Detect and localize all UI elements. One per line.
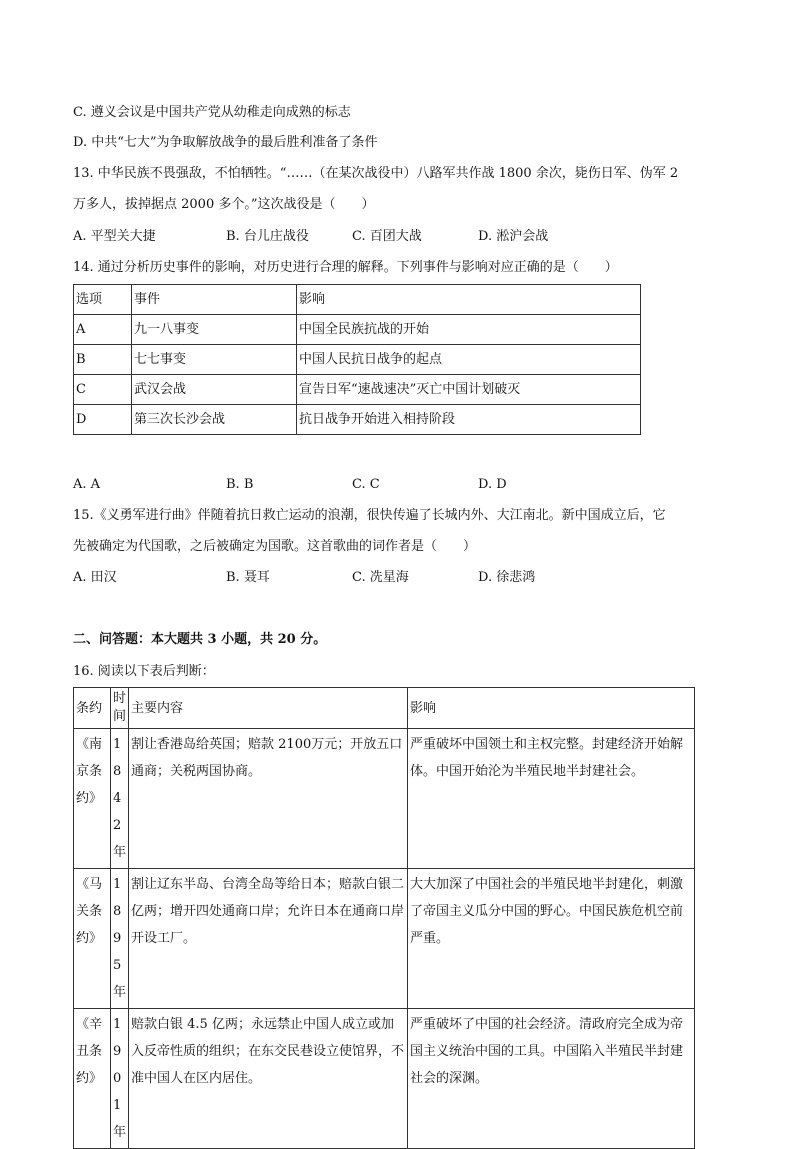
table-cell: 严重破坏了中国的社会经济。清政府完全成为帝国主义统治中国的工具。中国陷入半殖民半封建社会的深渊。 [408,1009,695,1149]
table-cell: D [74,405,132,435]
table-cell: 赔款白银 4.5 亿两；永远禁止中国人成立或加入反帝性质的组织；在东交民巷设立使馆界，不准中国人在区内居住。 [129,1009,408,1149]
table-cell: 七七事变 [132,345,297,375]
q16-table [73,687,695,1149]
q14-option-d: D. D [478,477,507,492]
header-cell: 选项 [74,285,132,315]
table-cell: 严重破坏中国领土和主权完整。封建经济开始解体。中国开始沦为半殖民地半封建社会。 [408,729,695,869]
header-cell: 条约 [74,688,111,729]
table-cell: 中国人民抗日战争的起点 [297,345,641,375]
q14-option-c: C. C [352,477,380,492]
table-row [74,315,641,345]
table-cell: 《南京条约》 [74,729,111,869]
table-cell: 割让辽东半岛、台湾全岛等给日本；赔款白银二亿两；增开四处通商口岸；允许日本在通商口岸开设工厂。 [129,869,408,1009]
q13-stem-line1: 13. 中华民族不畏强敌，不怕牺牲。“……（在某次战役中）八路军共作战 1800 余次，毙伤日军、伪军 2 [73,166,679,181]
q15-option-b: B. 聂耳 [226,570,270,585]
header-cell: 事件 [132,285,297,315]
q13-stem-line2: 万多人，拔掉据点 2000 多个。”这次战役是（ ） [73,197,375,212]
q16-stem: 16. 阅读以下表后判断： [73,664,215,679]
header-cell: 影响 [408,688,695,729]
q13-option-d: D. 淞沪会战 [478,229,549,244]
table-cell: C [74,375,132,405]
header-cell: 时间 [111,688,129,729]
table-header-row [74,688,695,729]
q14-option-b: B. B [226,477,254,492]
q15-stem-line2: 先被确定为代国歌，之后被确定为国歌。这首歌曲的词作者是（ ） [73,539,477,554]
table-row [74,375,641,405]
q14-option-a: A. A [73,477,101,492]
table-row [74,1009,695,1149]
table-cell: 1895年 [111,869,129,1009]
table-cell: 《马关条约》 [74,869,111,1009]
table-cell: A [74,315,132,345]
q14-stem: 14. 通过分析历史事件的影响，对历史进行合理的解释。下列事件与影响对应正确的是（ ） [73,260,618,275]
table-header-row [74,285,641,315]
table-cell: 1842年 [111,729,129,869]
q13-option-b: B. 台儿庄战役 [226,229,309,244]
q15-option-d: D. 徐悲鸿 [478,570,536,585]
q13-option-a: A. 平型关大捷 [73,229,156,244]
q12-option-d: D. 中共“七大”为争取解放战争的最后胜利准备了条件 [73,135,378,150]
q15-options [73,568,713,588]
table-row [74,869,695,1009]
q15-option-c: C. 冼星海 [352,570,409,585]
table-cell: 割让香港岛给英国；赔款 2100万元；开放五口通商；关税两国协商。 [129,729,408,869]
q13-option-c: C. 百团大战 [352,229,422,244]
header-cell: 影响 [297,285,641,315]
section-title: 二、问答题：本大题共 3 小题，共 20 分。 [73,632,327,647]
table-cell: 宣告日军“速战速决”灭亡中国计划破灭 [297,375,641,405]
table-cell: 九一八事变 [132,315,297,345]
table-cell: 武汉会战 [132,375,297,405]
table-cell: 抗日战争开始进入相持阶段 [297,405,641,435]
q12-option-c: C. 遵义会议是中国共产党从幼稚走向成熟的标志 [73,105,351,120]
q13-options [73,227,713,247]
table-row [74,345,641,375]
header-cell: 主要内容 [129,688,408,729]
table-row [74,405,641,435]
q15-option-a: A. 田汉 [73,570,117,585]
q14-table [73,284,641,435]
table-cell: 中国全民族抗战的开始 [297,315,641,345]
table-row [74,729,695,869]
table-cell: 大大加深了中国社会的半殖民地半封建化，刺激了帝国主义瓜分中国的野心。中国民族危机空前严重。 [408,869,695,1009]
table-cell: 1901年 [111,1009,129,1149]
table-cell: 第三次长沙会战 [132,405,297,435]
q15-stem-line1: 15.《义勇军进行曲》伴随着抗日救亡运动的浪潮，很快传遍了长城内外、大江南北。新中国成立后，它 [73,508,666,523]
table-cell: B [74,345,132,375]
q14-options [73,475,713,495]
table-cell: 《辛丑条约》 [74,1009,111,1149]
